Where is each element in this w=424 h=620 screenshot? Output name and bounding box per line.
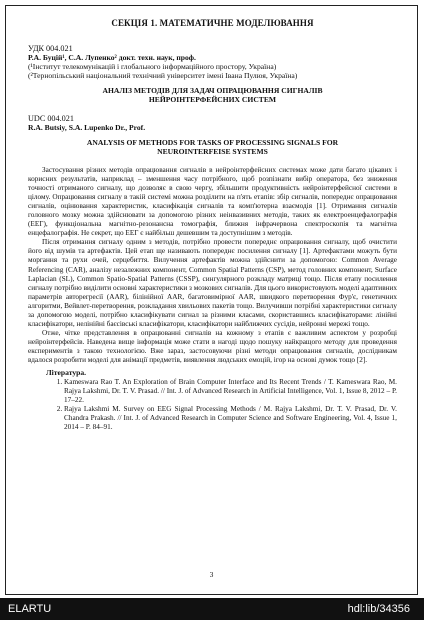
authors-ua: Р.А. Буцій¹, С.А. Лупенко² докт. техн. наук, проф. [28,53,196,62]
title-en [28,138,397,156]
udc-en: UDC 004.021 [28,114,74,123]
footer-repository-name: ELARTU [8,603,52,615]
title-en-line-2: NEUROINTERFEISE SYSTEMS [157,147,268,156]
affiliation-2: (²Тернопільський національний технічний університет імені Івана Пулюя, Україна) [28,71,298,80]
references-list [28,378,397,432]
authors-en: R.A. Butsiy, S.A. Lupenko Dr., Prof. [28,123,146,132]
paragraph-3: Отже, чітке представлення в опрацюванні сигналів на кожному з етапів є важливим аспектом у розробці нейроінтерфейсів. Наведена вище інформація може стати в нагоді щодо пошуку найкращого методу для проведення експериментів з такою технологією. Вже зараз, застосовуючи різні методи опрацювання сигналів, дослідникам вдалося розробити моделі для анімації предметів, виявлення людських емоцій, ігор на основі думок тощо [2]. [28,328,397,364]
title-ua-line-1: АНАЛІЗ МЕТОДІВ ДЛЯ ЗАДАЧ ОПРАЦЮВАННЯ СИГНАЛІВ [102,86,323,95]
footer-bar [0,598,424,620]
paragraph-2: Після отримання сигналу одним з методів, потрібно провести попереднє опрацювання сигналу, щоб очистити його від шумів та артефактів. Цей етап ще називають попереднє посилення сигналу [1]. Артефактами можуть бути моргання та рухи очей, серцебиття. Вилучення артефактів можна здійснити за допомогою: Common Average Referencing (CAR), аналізу незалежних компонент, Common Spatial Patterns (CSP), метод головних компонент, Surface Laplacian (SL), Common Spatio-Spatial Patterns (CSSP), сингулярного розкладу матриці тощо. Після етапу посилення сигналу потрібно виділити основні характеристики з мозкових сигналів. Для цього використовують моделі адаптивних параметрів авторегресії (AAR), білінійної AAR, багатовимірної AAR, швидкого перетворення Фур'є, генетичних алгоритми, Вейвлет-перетворення, розкладання хвильових пакетів тощо. Вилучивши потрібні характеристики сигналу за допомогою моделі, потрібно класифікувати сигнал за різними класами, скориставшись класифікаторами: лінійні класифікатори, нелінійні баєсівські класифікатори, класифікатори найближчих сусідів, нейронні мережі тощо. [28,238,397,328]
udc-ua: УДК 004.021 [28,44,73,53]
reference-item: 1. Kameswara Rao T. An Exploration of Brain Computer Interface and Its Recent Trends / T. Kameswara Rao, M. Rajya Lakshmi, Dr. T. V. Prasad. // Int. J. of Advanced Research in Artificial Intelligence, Vol. 1, Issue 8, 2012 – P. 17–22. [64,378,397,405]
title-ua [28,86,397,104]
document-page [6,6,417,432]
page-number: 3 [209,570,214,579]
affiliation-1: (¹Інститут телекомунікацій і глобального інформаційного простору, Україна) [28,62,277,71]
reference-item: 2. Rajya Lakshmi M. Survey on EEG Signal Processing Methods / M. Rajya Lakshmi, Dr. T. V. Prasad, Dr. V. Chandra Prakash. // Int. J. of Advanced Research in Computer Science and Software Engineering, Vol. 4, Issue 1, 2014 – P. 84–91. [64,405,397,432]
paragraph-1: Застосування різних методів опрацювання сигналів в нейроінтерфейсних системах може дати багато цікавих і корисних результатів, наприклад – зменшення часу потрібного, щоб розпізнати вибір оператора, без зниження точності отриманого сигналу, що дозволяє в свою чергу, збільшити продуктивність нейроінтерфейсної системи в цілому. Опрацювання сигналу в такій системі можна розділити на п'ять етапів: збір сигналів, попереднє опрацювання сигналів, оцінювання характеристик, класифікація сигналів та комп'ютерна взаємодія [1]. Отримання сигналів головного мозку можна здійснювати за допомогою різних неінвазивних методів, таких як електроенцефалографія (ЕЕГ), функціональна магнітно-резонансна томографія, ближня інфрачервона спектроскопія та магнітна енцефалографія. Не секрет, що ЕЕГ є найбільш дешевшим та доступнішим з методів. [28,166,397,238]
page-frame [5,5,418,595]
title-ua-line-2: НЕЙРОІНТЕРФЕЙСНИХ СИСТЕМ [148,95,277,104]
footer-handle: hdl:lib/34356 [347,603,410,615]
references-title: Література. [46,368,87,378]
title-en-line-1: ANALYSIS OF METHODS FOR TASKS OF PROCESSING SIGNALS FOR [86,138,339,147]
section-title: СЕКЦІЯ 1. МАТЕМАТИЧНЕ МОДЕЛЮВАННЯ [111,18,314,28]
